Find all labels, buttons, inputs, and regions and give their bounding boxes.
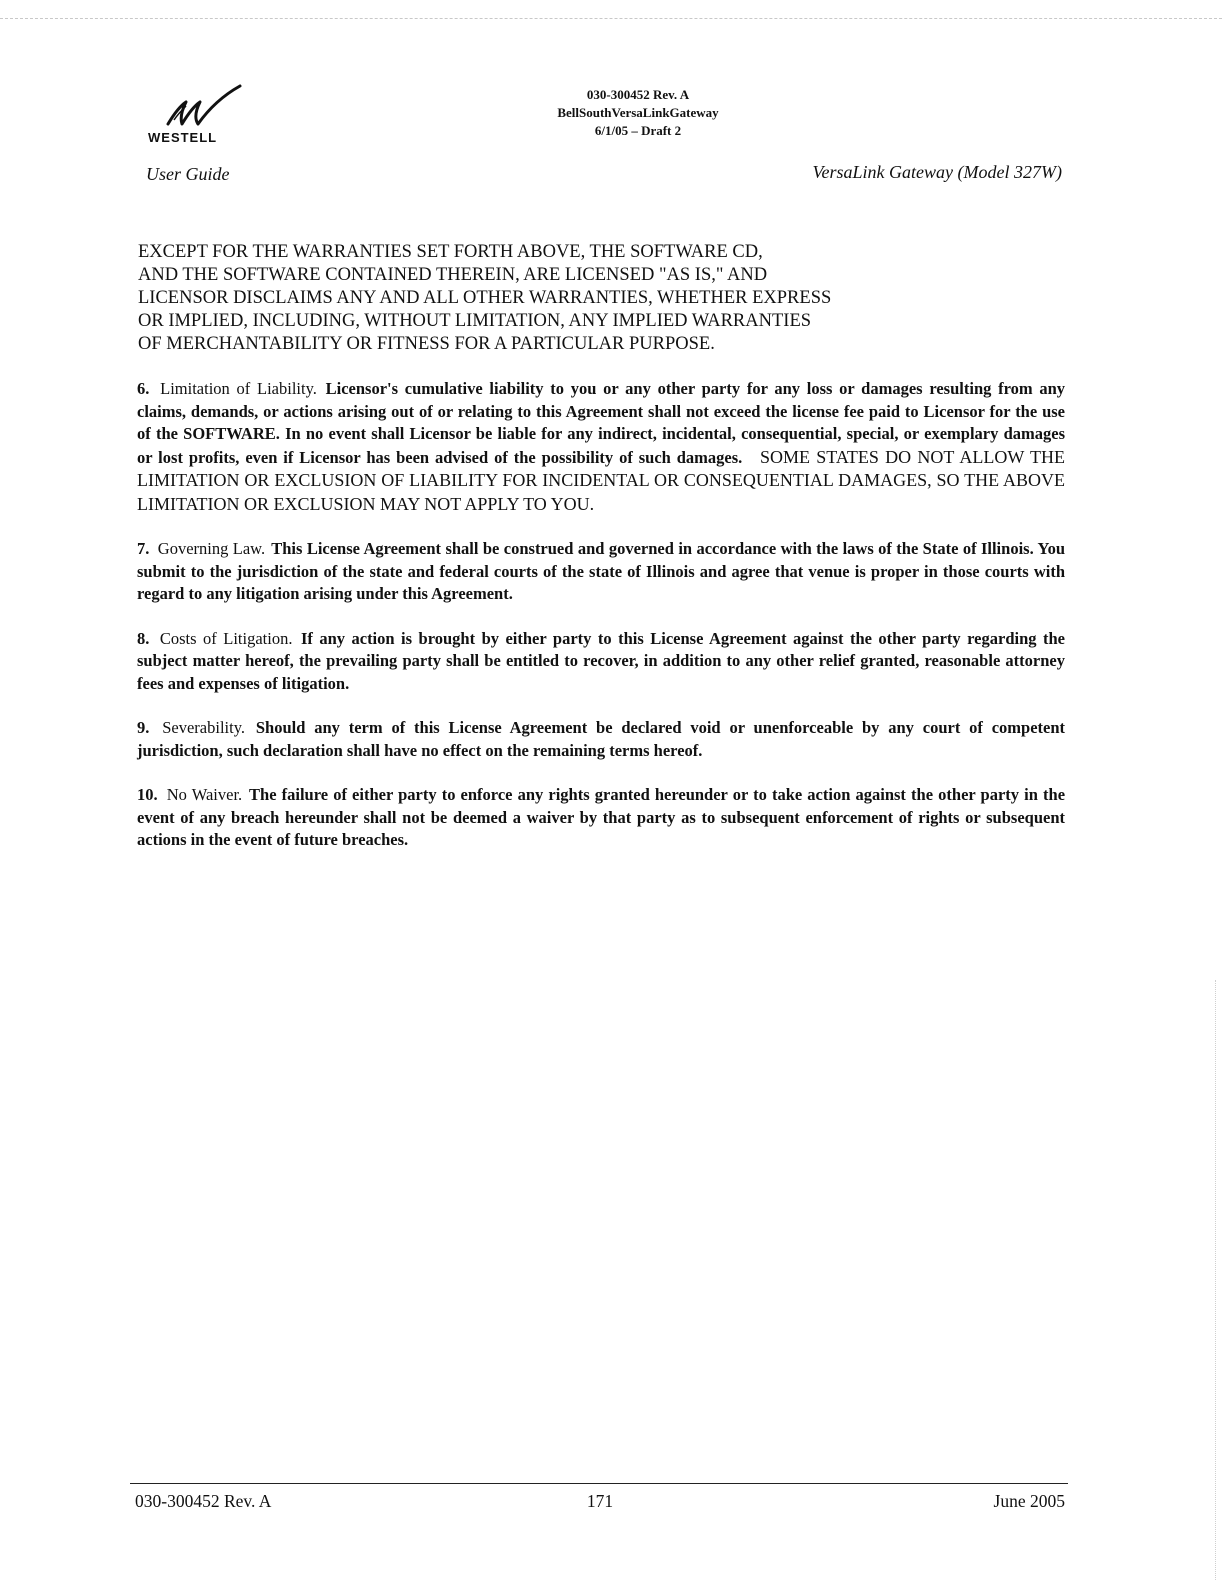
clause-severability	[137, 717, 1065, 762]
warranty-disclaimer	[138, 241, 938, 356]
clause-number: 6.	[137, 379, 150, 398]
draft-line: 6/1/05 – Draft 2	[594, 123, 682, 138]
footer-page-number: 171	[586, 1491, 614, 1511]
footer-doc-number: 030-300452 Rev. A	[135, 1491, 272, 1511]
clause-number: 9.	[137, 718, 150, 737]
westell-logo-mark-icon	[164, 84, 244, 130]
doc-number: 030-300452 Rev. A	[586, 87, 690, 102]
disclaimer-line: EXCEPT FOR THE WARRANTIES SET FORTH ABOVE, THE SOFTWARE CD,	[138, 242, 763, 262]
disclaimer-line: AND THE SOFTWARE CONTAINED THEREIN, ARE LICENSED "AS IS," AND	[138, 265, 768, 285]
clause-caps-notice: SOME STATES DO NOT ALLOW THE LIMITATION OR EXCLUSION OF LIABILITY FOR INCIDENTAL OR CONSEQUENTIAL DAMAGES, SO THE ABOVE LIMITATION OR EXCLUSION MAY NOT APPLY TO YOU.	[137, 446, 1065, 514]
clause-heading: Limitation of Liability.	[160, 379, 317, 398]
westell-logo	[146, 84, 256, 154]
header-user-guide: User Guide	[146, 164, 230, 184]
clause-costs-of-litigation	[137, 628, 1065, 696]
clause-heading: Costs of Litigation.	[159, 628, 293, 648]
clause-body: This License Agreement shall be construed and governed in accordance with the laws of the State of Illinois. You submit to the jurisdiction of the state and federal courts of the state of Illinois and agree that venue is proper in those courts with regard to any litigation arising under this Agreement.	[137, 539, 1065, 603]
footer-date: June 2005	[993, 1491, 1065, 1511]
clause-number: 7.	[137, 539, 150, 558]
clause-number: 10.	[137, 785, 158, 804]
license-clauses	[137, 378, 1065, 874]
clause-no-waiver	[137, 784, 1065, 852]
disclaimer-line: LICENSOR DISCLAIMS ANY AND ALL OTHER WARRANTIES, WHETHER EXPRESS	[138, 288, 832, 308]
clause-body: Licensor's cumulative liability to you or any other party for any loss or damages resulting from any claims, demands, or actions arising out of or relating to this Agreement shall not exceed the license fee paid to Licensor for the use of the SOFTWARE. In no event shall Licensor be liable for any indirect, incidental, consequential, special, or exemplary damages or lost profits, even if Licensor has been advised of the possibility of such damages.	[137, 379, 1066, 467]
clause-limitation-of-liability	[137, 378, 1065, 516]
logo-wordmark: WESTELL	[148, 130, 218, 145]
clause-governing-law	[137, 538, 1065, 606]
clause-heading: Governing Law.	[157, 539, 266, 558]
clause-body: The failure of either party to enforce any rights granted hereunder or to take action against the other party in the event of any breach hereunder shall not be deemed a waiver by that party as to subsequent enforcement of rights or subsequent actions in the event of future breaches.	[137, 785, 1066, 849]
clause-heading: No Waiver.	[166, 785, 243, 804]
document-id-block	[500, 86, 776, 140]
header-product-title: VersaLink Gateway (Model 327W)	[812, 162, 1062, 182]
clause-body: Should any term of this License Agreement be declared void or unenforceable by any court of competent jurisdiction, such declaration shall have no effect on the remaining terms hereof.	[137, 718, 1066, 760]
scan-edge-right	[1215, 980, 1216, 1580]
disclaimer-line: OF MERCHANTABILITY OR FITNESS FOR A PARTICULAR PURPOSE.	[138, 334, 715, 354]
disclaimer-line: OR IMPLIED, INCLUDING, WITHOUT LIMITATION, ANY IMPLIED WARRANTIES	[138, 311, 812, 331]
clause-heading: Severability.	[162, 718, 246, 737]
product-code: BellSouthVersaLinkGateway	[557, 105, 719, 120]
scan-edge-top	[0, 18, 1222, 19]
clause-body: If any action is brought by either party to this License Agreement against the other party regarding the subject matter hereof, the prevailing party shall be entitled to recover, in addition to any other relief granted, reasonable attorney fees and expenses of litigation.	[137, 628, 1065, 693]
clause-number: 8.	[137, 628, 150, 648]
footer-rule	[130, 1483, 1068, 1484]
